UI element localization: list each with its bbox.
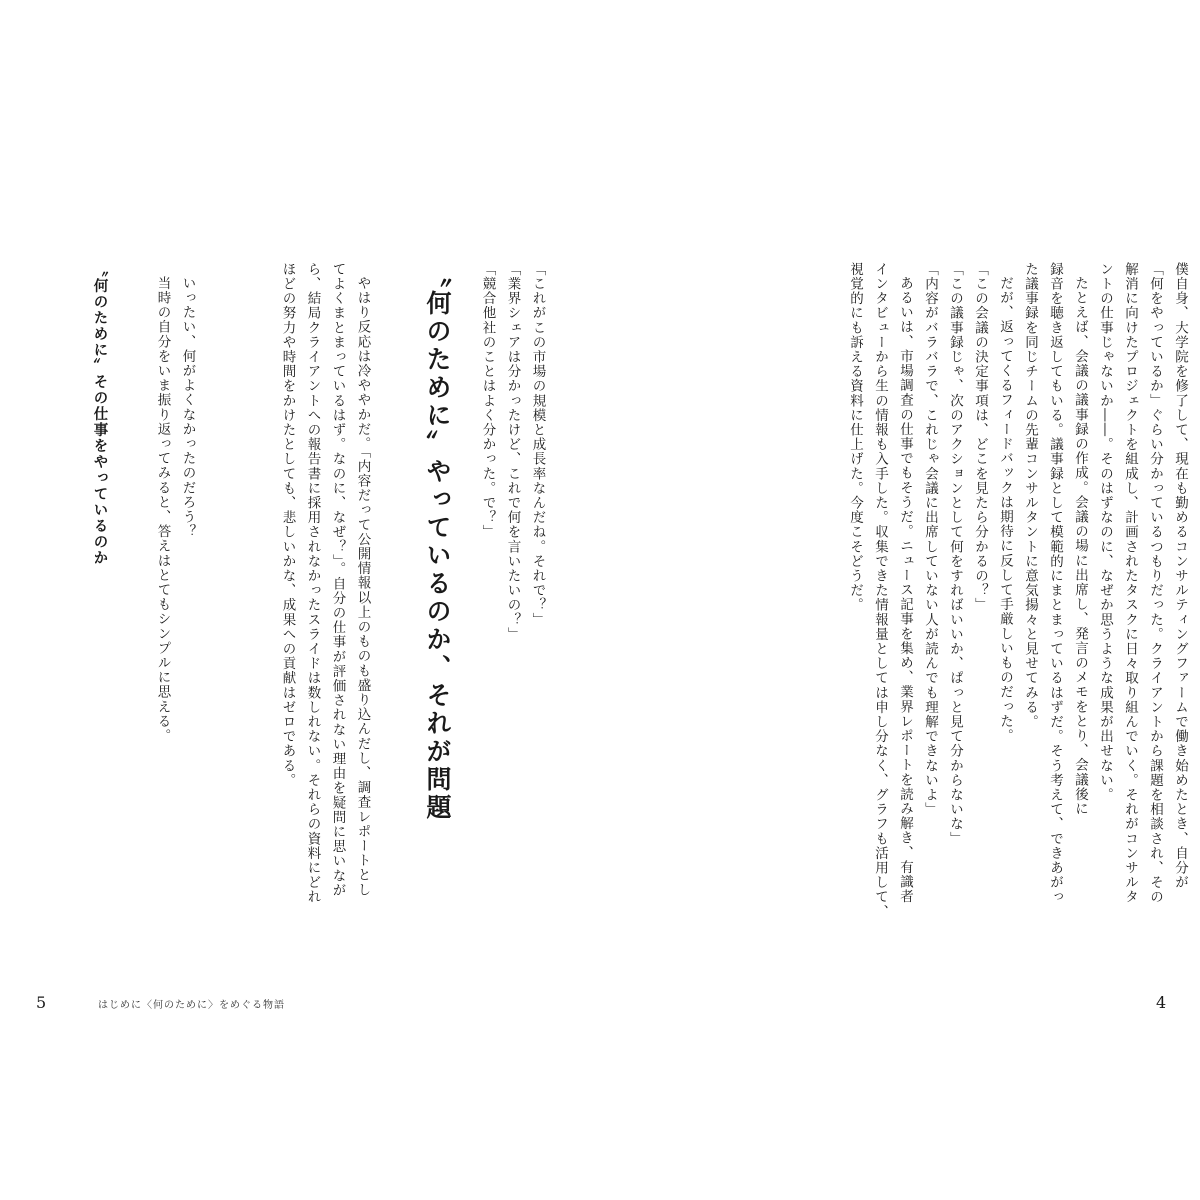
body-column: 当時の自分をいま振り返ってみると、答えはとてもシンプルに思える。: [154, 276, 171, 744]
body-column: ントの仕事じゃないか――。そのはずなのに、なぜか思うような成果が出せない。: [1097, 262, 1113, 803]
body-column: 録音を聴き返してもいる。議事録として模範的にまとまっているはずだ。そう考えて、できあがっ: [1047, 262, 1063, 905]
body-column: いったい、何がよくなかったのだろう？: [179, 276, 196, 539]
body-column: 解消に向けたプロジェクトを組成し、計画されたタスクに日々取り組んでいく。それがコンサルタ: [1122, 262, 1138, 905]
body-column: やはり反応は冷ややかだ。「内容だって公開情報以上のものも盛り込んだし、調査レポートとし: [354, 276, 371, 898]
body-column: 僕自身、大学院を修了して、現在も勤めるコンサルティングファームで働き始めたとき、自分が: [1172, 262, 1188, 890]
body-column: ら、結局クライアントへの報告書に採用されなかったスライドは数しれない。それらの資料にどれ: [304, 262, 321, 905]
section-heading: 〝何のために〟やっているのか、それが問題: [423, 262, 452, 822]
body-column: 「この会議の決定事項は、どこを見たら分かるの？」: [972, 262, 988, 613]
body-column: インタビューから生の情報も入手した。収集できた情報量としては申し分なく、グラフも活用して、: [872, 262, 888, 919]
body-column: 「何をやっているか」ぐらい分かっているつもりだった。クライアントから課題を相談され、その: [1147, 262, 1163, 905]
page-number: 5: [36, 993, 47, 1012]
body-column: 「競合他社のことはよく分かった。で？」: [479, 262, 496, 540]
body-column: あるいは、市場調査の仕事でもそうだ。ニュース記事を集め、業界レポートを読み解き、有識者: [897, 276, 913, 904]
body-column: てよくまとまっているはず。なのに、なぜ？」。自分の仕事が評価されない理由を疑問に思いなが: [329, 262, 346, 898]
body-column: 「業界シェアは分かったけど、これで何を言いたいの？」: [504, 262, 521, 642]
body-column: 「これがこの市場の規模と成長率なんだね。それで？」: [529, 262, 546, 627]
body-column: たとえば、会議の議事録の作成。会議の場に出席し、発言のメモをとり、会議後に: [1072, 276, 1088, 817]
body-column: 「この議事録じゃ、次のアクションとして何をすればいいか、ぱっと見て分からないな」: [947, 262, 963, 846]
body-column: 「内容がバラバラで、これじゃ会議に出席していない人が読んでも理解できないよ」: [922, 262, 938, 817]
right-page: [600, 0, 1200, 1200]
body-column: だが、返ってくるフィードバックは期待に反して手厳しいものだった。: [997, 276, 1013, 744]
running-head: はじめに〈何のために〉をめぐる物語: [98, 1000, 285, 1011]
sub-heading: 〝何のために〟その仕事をやっているのか: [91, 262, 108, 566]
page-number: 4: [1156, 993, 1167, 1012]
body-column: た議事録を同じチームの先輩コンサルタントに意気揚々と見せてみる。: [1022, 262, 1038, 730]
body-column: 視覚的にも訴える資料に仕上げた。今度こそどうだ。: [847, 262, 863, 613]
body-column: ほどの努力や時間をかけたとしても、悲しいかな、成果への貢献はゼロである。: [279, 262, 296, 788]
